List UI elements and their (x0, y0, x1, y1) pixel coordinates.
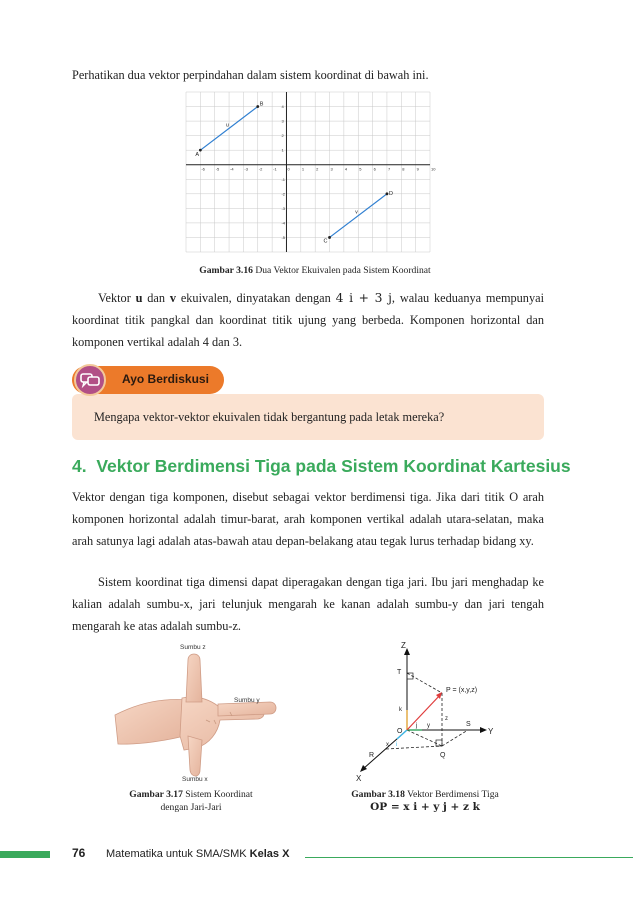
y-tick-label: 1 (281, 147, 284, 153)
figure-3-18-caption: Gambar 3.18 Vektor Berdimensi Tiga OP = x i + y j + z k (351, 789, 499, 813)
figure-3-16-caption: Gambar 3.16 Dua Vektor Ekuivalen pada Sistem Koordinat (199, 265, 431, 276)
x-tick-label: 8 (402, 166, 405, 172)
component-y-label: y (427, 723, 430, 729)
x-tick-label: 10 (431, 166, 436, 172)
point-s-label: S (466, 721, 471, 728)
label-sumbu-z: Sumbu z (180, 644, 206, 651)
discussion-chat-icon (74, 364, 106, 396)
origin-label: O (397, 728, 403, 735)
component-x-label: x (386, 742, 389, 748)
x-tick-label: -6 (201, 166, 205, 172)
x-tick-label: -2 (258, 166, 263, 172)
point-c-label: C (323, 238, 328, 245)
y-tick-label: -4 (281, 220, 286, 226)
point-d-label: D (388, 190, 393, 197)
point-q-label: Q (440, 752, 446, 759)
footer-book-title: Matematika untuk SMA/SMK Kelas X (106, 848, 290, 860)
x-tick-label: 1 (301, 166, 305, 172)
x-tick-label: 4 (344, 166, 348, 172)
point-p-label: P = (x,y,z) (446, 687, 478, 694)
x-tick-label: 5 (359, 166, 362, 172)
axis-y-label: Y (488, 727, 494, 736)
axis-z-label: Z (401, 641, 406, 650)
component-z-label: z (445, 716, 448, 722)
axis-x-label: X (356, 774, 362, 783)
unit-j-label: j (416, 723, 418, 729)
paragraph-equivalent-vectors: Vektor u dan v ekuivalen, dinyatakan dengan 4 i + 3 j, walau keduanya mempunyai koordinat titik pangkal dan koordinat titik ujung yang berbeda. Komponen horizontal dan komponen vertikal adalah 4 dan 3. (72, 291, 544, 349)
label-sumbu-y: Sumbu y (234, 697, 260, 704)
point-b-label: B (259, 101, 264, 108)
vector-u-label: u (226, 122, 229, 129)
y-tick-label: 3 (281, 118, 284, 124)
x-tick-label: 7 (387, 166, 391, 172)
intro-text: Perhatikan dua vektor perpindahan dalam sistem koordinat di bawah ini. (72, 68, 429, 82)
x-tick-label: -3 (244, 166, 248, 172)
figure-3-16-grid (186, 92, 436, 252)
vector-v-end-point (386, 192, 389, 195)
y-tick-label: -5 (281, 234, 286, 240)
y-tick-label: 2 (281, 133, 284, 139)
x-tick-label: 6 (373, 166, 376, 172)
paragraph-3d-vector-definition: Vektor dengan tiga komponen, disebut sebagai vektor berdimensi tiga. Jika dari titik O arah komponen horizontal adalah timur-barat, arah komponen vertikal adalah utara-selatan, maka arah satunya lagi adalah atas-bawah atau depan-belakang atau tegak lurus terhadap bidang xy. (72, 490, 544, 548)
vector-v-start-point (328, 236, 331, 239)
y-tick-label: 4 (281, 104, 284, 110)
x-tick-label: 0 (287, 166, 290, 172)
paragraph-three-fingers: Sistem koordinat tiga dimensi dapat diperagakan dengan tiga jari. Ibu jari menghadap ke kalian adalah sumbu-x, jari telunjuk mengarah ke kanan adalah sumbu-y dan jari tengah mengarah ke atas adalah sumbu-z. (72, 575, 544, 633)
figure-3-18-formula: OP = x i + y j + z k (370, 801, 480, 813)
x-tick-label: 2 (316, 166, 319, 172)
figure-3-18-3d-vector-diagram (350, 638, 500, 783)
footer-accent-bar (0, 851, 50, 858)
x-tick-label: -4 (230, 166, 234, 172)
x-tick-label: -5 (215, 166, 220, 172)
grid-background (186, 92, 430, 252)
point-r-label: R (369, 752, 375, 759)
point-t-label: T (397, 669, 402, 676)
x-tick-label: -1 (273, 166, 277, 172)
figure-3-17-hand-illustration (110, 640, 290, 785)
figure-3-17-caption: Gambar 3.17 Sistem Koordinat dengan Jari-Jari (129, 789, 253, 813)
point-a-label: A (195, 152, 200, 159)
section-heading: 4. Vektor Berdimensi Tiga pada Sistem Koordinat Kartesius (72, 456, 571, 476)
x-tick-label: 3 (330, 166, 333, 172)
vector-u-end-point (256, 105, 259, 108)
discussion-title: Ayo Berdiskusi (122, 372, 209, 386)
unit-i-label: i (396, 742, 398, 748)
y-tick-label: -2 (281, 191, 286, 197)
y-tick-label: -3 (281, 205, 286, 211)
discussion-question: Mengapa vektor-vektor ekuivalen tidak bergantung pada letak mereka? (94, 410, 445, 424)
unit-k-label: k (399, 707, 402, 713)
x-tick-label: 9 (416, 166, 419, 172)
label-sumbu-x: Sumbu x (182, 776, 208, 783)
footer-rule (305, 857, 633, 858)
page-number: 76 (72, 846, 86, 860)
y-tick-label: -1 (281, 176, 286, 182)
vector-u-start-point (199, 149, 202, 152)
vector-v-label: v (355, 209, 358, 216)
